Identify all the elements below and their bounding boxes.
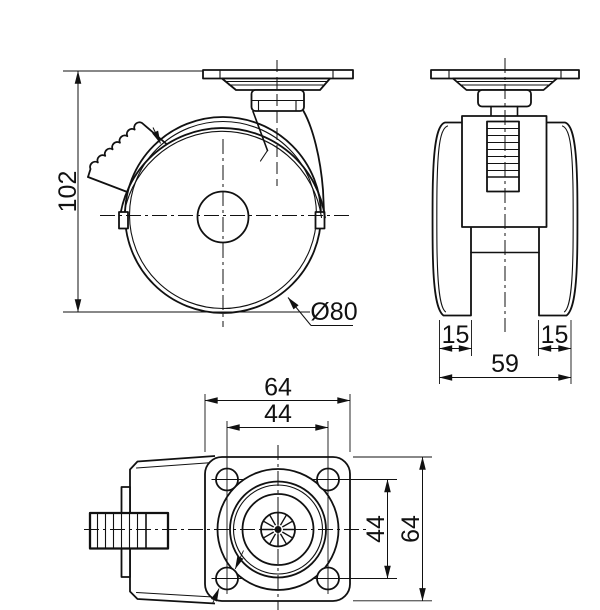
front-brake-housing — [462, 116, 547, 227]
bottom-view — [84, 374, 432, 610]
dim-label-overall-height: 102 — [54, 170, 82, 213]
dim-label-wheel-diameter: Ø80 — [310, 298, 358, 326]
leader-arrow — [288, 298, 311, 326]
brake-lever-pointer — [153, 128, 161, 144]
dim-label-plate-depth: 64 — [397, 515, 425, 543]
dimension-overall-width — [440, 350, 572, 378]
dim-label-overall-width: 59 — [491, 350, 519, 378]
side-mounting-plate — [203, 70, 353, 111]
dimension-wheel-width-right — [539, 320, 572, 384]
dimension-hole-spacing-horizontal — [227, 400, 328, 428]
brake-band-left-tab — [119, 212, 128, 229]
dim-label-plate-width: 64 — [264, 373, 292, 402]
dim-label-hole-spacing-horizontal: 44 — [264, 400, 292, 428]
dimension-hole-spacing-vertical — [362, 480, 390, 579]
top-plate — [203, 70, 353, 79]
swivel-taper — [222, 79, 330, 91]
fork-right-tab — [316, 212, 325, 229]
dim-label-wheel-width-left: 15 — [441, 321, 470, 349]
dimension-wheel-width-left — [440, 320, 472, 384]
dim-label-wheel-width-right: 15 — [540, 321, 569, 349]
swivel-stem — [491, 107, 518, 117]
side-view — [54, 60, 358, 327]
dim-label-hole-spacing-vertical: 44 — [362, 515, 390, 543]
front-view — [431, 58, 579, 384]
brake-lever-bottom-edge — [88, 177, 126, 192]
